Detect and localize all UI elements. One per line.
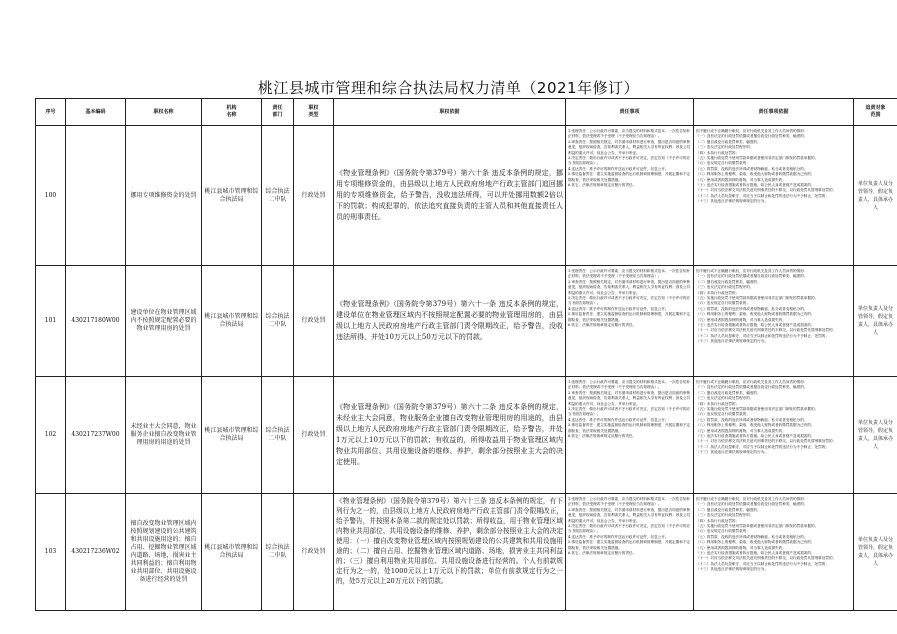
- duty-basis-item: （一）没有法定的行政处罚依据或者擅自改变行政处罚种类、幅度的；: [696, 274, 808, 279]
- cell-duties: [566, 494, 694, 611]
- duty-basis-item: （七）将罚款、没收的违法所得或者财物截留、私分或者变相私分的；: [696, 534, 808, 539]
- duty-basis-item: （一）没有法定的行政处罚依据或者擅自改变行政处罚种类、幅度的；: [696, 134, 808, 139]
- duty-basis-item: （七）将罚款、没收的违法所得或者财物截留、私分或者变相私分的；: [696, 166, 808, 171]
- duty-item: 4.送达责任：准予许可的制作并送达行政许可证件，信息公开。: [568, 417, 669, 422]
- duty-basis-item: （八）利用职务上的便利，索取、收受他人财物或者收缴罚款据为己有的；: [696, 312, 815, 317]
- duty-basis-item: （十三）其他违反法律法规规章规定的行为。: [696, 567, 768, 572]
- duty-basis-item: （八）利用职务上的便利，索取、收受他人财物或者收缴罚款据为己有的；: [696, 172, 815, 177]
- cell-accountability: 单位负责人及分管领导，假定负责人，具体承办人: [854, 377, 897, 494]
- duty-item: 2.审查责任：按照相关规定，对书面申请材料进行审查，提出是否同意的审核意见，组织现场检查，告知利害关系人，利益相关人享有听证权利；涉及公共利益的重大许可，向社会公告，并举行听证。: [568, 139, 691, 155]
- duty-basis-item: （六）违反规定自行收缴罚款的；: [696, 412, 750, 417]
- duty-basis-item: （五）实施行政处罚不使用罚款单据或者使用非法定部门制发的罚款单据的；: [696, 296, 819, 301]
- duty-basis-item: （八）利用职务上的便利，索取、收受他人财物或者收缴罚款据为己有的；: [696, 423, 815, 428]
- duty-basis-item: （三）违反法定的行政处罚程序的；: [696, 145, 754, 150]
- cell-seq: 102: [36, 377, 66, 494]
- duty-item: 3.决定责任：做出行政许可或者不予行政许可决定，法定告知（不予许可的应当书面告知理由）。: [568, 296, 691, 306]
- duty-item: 2.审查责任：按照相关规定，对书面申请材料进行审查，提出是否同意的审核意见，组织现场检查，告知利害关系人，利益相关人享有听证权利；涉及公共利益的重大许可，向社会公告，并举行听证。: [568, 390, 691, 406]
- cell-org: 桃江县城市管理和综合执法局: [202, 494, 262, 611]
- duty-item: 3.决定责任：做出行政许可或者不予行政许可决定，法定告知（不予许可的应当书面告知理由）。: [568, 524, 691, 534]
- duty-basis-item: （八）利用职务上的便利，索取、收受他人财物或者收缴罚款据为己有的；: [696, 540, 815, 545]
- duty-basis-item: （十一）对应当依法移交司法机关追究刑事责任的不移交，以行政处罚代替刑事处罚的；: [696, 439, 837, 444]
- duty-basis-item: 因不履行或不正确履行职权，应对行政机关及其工作人员问责的情形：: [696, 129, 808, 133]
- cell-name: 挪用专项维修资金的处罚: [126, 126, 202, 266]
- header-dept: 责任 部门: [262, 99, 294, 126]
- duty-item: 4.送达责任：准予许可的制作并送达行政许可证件，信息公开。: [568, 166, 669, 171]
- duty-basis-item: （四）未执行行政处罚的；: [696, 290, 740, 295]
- duty-basis-item: （九）使用或者损毁扣押的财物，对当事人造成损失的；: [696, 545, 786, 550]
- duty-basis-item: 因不履行或不正确履行职权，应对行政机关及其工作人员问责的情形：: [696, 497, 808, 501]
- header-org: 机构 名称: [202, 99, 262, 126]
- duty-item: 1.受理责任：公示行政许可要素、应当提交的材料和格式范本；一次性告知补正材料；依法受理或不予受理（不予受理应当告知理由）。: [568, 269, 691, 279]
- duty-item: 2.审查责任：按照相关规定，对书面申请材料进行审查，提出是否同意的审核意见，组织现场检查，告知利害关系人，利益相关人享有听证权利；涉及公共利益的重大许可，向社会公告，并举行听证。: [568, 279, 691, 295]
- duty-item: 6.其它：法律法规规章规定应履行的责任。: [568, 183, 637, 188]
- cell-accountability: 单位负责人及分管领导，假定负责人，具体承办人: [854, 494, 897, 611]
- cell-duties: [566, 266, 694, 377]
- duty-basis-item: （十二）执法人员玩忽职守，对应当予以制止和处罚的违法行为不予制止、处罚的；: [696, 561, 829, 566]
- cell-basis: 《物业管理条例》（国务院令第379号）第六十二条 违反本条例的规定，未经业主大会同意，物业服务企业擅自改变物业管理用房的用途的，由县级以上地方人民政府房地产行政主管部门责令限期改正，给予警告，并处1万元以上10万元以下的罚款；有收益的，所得收益用于物业管理区域内物业共用部位、共用设施设备的维修、养护，剩余部分按照业主大会的决定使用。: [334, 377, 566, 494]
- cell-type: 行政处罚: [294, 266, 334, 377]
- duty-item: 4.送达责任：准予许可的制作并送达行政许可证件，信息公开。: [568, 306, 669, 311]
- cell-name: 擅自改变物业管理区域内按照规划建设的公共建筑和共用设施用途的；擅自占用、挖掘物业管理区域内道路、场地，损害业主共同利益的；擅自利用物业共用部位、共用设施设备进行经营的处罚: [126, 494, 202, 611]
- duty-item: 5.事后监督责任：建立实施监督检查的运行机制和管理制度，开展定期和不定期检查，依法采取相关处置措施。: [568, 312, 691, 322]
- duty-item: 5.事后监督责任：建立实施监督检查的运行机制和管理制度，开展定期和不定期检查，依法采取相关处置措施。: [568, 423, 691, 433]
- duty-item: 5.事后监督责任：建立实施监督检查的运行机制和管理制度，开展定期和不定期检查，依法采取相关处置措施。: [568, 540, 691, 550]
- cell-duty-basis: [694, 494, 854, 611]
- duty-item: 3.决定责任：做出行政许可或者不予行政许可决定，法定告知（不予许可的应当书面告知理由）。: [568, 407, 691, 417]
- duty-item: 3.决定责任：做出行政许可或者不予行政许可决定，法定告知（不予许可的应当书面告知理由）。: [568, 156, 691, 166]
- duty-item: 6.其它：法律法规规章规定应履行的责任。: [568, 323, 637, 328]
- header-code: 基本编码: [66, 99, 126, 126]
- cell-dept: 综合执法二中队: [262, 494, 294, 611]
- cell-org: 桃江县城市管理和综合执法局: [202, 126, 262, 266]
- duty-basis-item: （六）违反规定自行收缴罚款的；: [696, 161, 750, 166]
- duty-item: 5.事后监督责任：建立实施监督检查的运行机制和管理制度，开展定期和不定期检查，依法采取相关处置措施。: [568, 172, 691, 182]
- duty-basis-item: （十一）对应当依法移交司法机关追究刑事责任的不移交，以行政处罚代替刑事处罚的；: [696, 328, 837, 333]
- duty-item: 1.受理责任：公示行政许可要素、应当提交的材料和格式范本；一次性告知补正材料；依法受理或不予受理（不予受理应当告知理由）。: [568, 380, 691, 390]
- header-accountability: 追责对象 范围: [854, 99, 897, 126]
- page-title: 桃江县城市管理和综合执法局权力清单（2021年修订）: [257, 79, 640, 97]
- header-type: 职权 类型: [294, 99, 334, 126]
- duty-basis-item: （一）没有法定的行政处罚依据或者擅自改变行政处罚种类、幅度的；: [696, 385, 808, 390]
- cell-dept: 综合执法二中队: [262, 377, 294, 494]
- cell-org: 桃江县城市管理和综合执法局: [202, 377, 262, 494]
- duty-basis-item: （十一）对应当依法移交司法机关追究刑事责任的不移交，以行政处罚代替刑事处罚的；: [696, 188, 837, 193]
- duty-basis-item: （一）没有法定的行政处罚依据或者擅自改变行政处罚种类、幅度的；: [696, 502, 808, 507]
- cell-dept: 综合执法二中队: [262, 126, 294, 266]
- duty-basis-item: （十）违法实行检查措施或者执行措施，给公民人身或者财产造成损害的；: [696, 323, 815, 328]
- duty-basis-item: （十）违法实行检查措施或者执行措施，给公民人身或者财产造成损害的；: [696, 434, 815, 439]
- table-row: [36, 494, 897, 611]
- cell-name: 建设单位在物业管理区域内不按照规定配置必要的物业管理用房的处罚: [126, 266, 202, 377]
- duty-basis-item: （十三）其他违反法律法规规章规定的行为。: [696, 339, 768, 344]
- cell-duty-basis: [694, 126, 854, 266]
- cell-org: 桃江县城市管理和综合执法局: [202, 266, 262, 377]
- duty-basis-item: （七）将罚款、没收的违法所得或者财物截留、私分或者变相私分的；: [696, 417, 808, 422]
- duty-basis-item: （二）擅自改变行政处罚种类、幅度的；: [696, 507, 761, 512]
- table-row: [36, 266, 897, 377]
- cell-duties: [566, 126, 694, 266]
- cell-type: 行政处罚: [294, 377, 334, 494]
- duty-basis-item: （十一）对应当依法移交司法机关追究刑事责任的不移交，以行政处罚代替刑事处罚的；: [696, 556, 837, 561]
- cell-duty-basis: [694, 377, 854, 494]
- duty-item: 1.受理责任：公示行政许可要素、应当提交的材料和格式范本；一次性告知补正材料；依法受理或不予受理（不予受理应当告知理由）。: [568, 129, 691, 139]
- duty-basis-item: （四）未执行行政处罚的；: [696, 401, 740, 406]
- table-row: [36, 126, 897, 266]
- header-duties: 责任事项: [566, 99, 694, 126]
- duty-basis-item: （三）违反法定的行政处罚程序的；: [696, 396, 754, 401]
- duty-basis-item: （十二）执法人员玩忽职守，对应当予以制止和处罚的违法行为不予制止、处罚的；: [696, 444, 829, 449]
- cell-basis: 《物业管理条例》（国务院令第379号）第六十一条 违反本条例的规定，建设单位在物业管理区域内不按照规定配置必要的物业管理用房的，由县级以上地方人民政府房地产行政主管部门责令限期改正，给予警告，没收违法所得，并处10万元以上50万元以下的罚款。: [334, 266, 566, 377]
- duty-basis-item: （二）擅自改变行政处罚种类、幅度的；: [696, 139, 761, 144]
- duty-basis-item: （六）违反规定自行收缴罚款的；: [696, 301, 750, 306]
- header-name: 职权名称: [126, 99, 202, 126]
- duty-basis-item: （十）违法实行检查措施或者执行措施，给公民人身或者财产造成损害的；: [696, 183, 815, 188]
- duty-basis-item: （五）实施行政处罚不使用罚款单据或者使用非法定部门制发的罚款单据的；: [696, 407, 819, 412]
- duty-basis-item: （二）擅自改变行政处罚种类、幅度的；: [696, 390, 761, 395]
- duty-item: 6.其它：法律法规规章规定应履行的责任。: [568, 551, 637, 556]
- cell-dept: 综合执法二中队: [262, 266, 294, 377]
- duty-basis-item: （四）未执行行政处罚的；: [696, 518, 740, 523]
- duty-basis-item: 因不履行或不正确履行职权，应对行政机关及其工作人员问责的情形：: [696, 269, 808, 273]
- cell-duties: [566, 377, 694, 494]
- duty-item: 4.送达责任：准予许可的制作并送达行政许可证件，信息公开。: [568, 534, 669, 539]
- duty-item: 6.其它：法律法规规章规定应履行的责任。: [568, 434, 637, 439]
- duty-basis-item: （三）违反法定的行政处罚程序的；: [696, 513, 754, 518]
- duty-basis-item: （十）违法实行检查措施或者执行措施，给公民人身或者财产造成损害的；: [696, 551, 815, 556]
- cell-accountability: 单位负责人及分管领导，假定负责人，具体承办人: [854, 126, 897, 266]
- duty-item: 2.审查责任：按照相关规定，对书面申请材料进行审查，提出是否同意的审核意见，组织现场检查，告知利害关系人，利益相关人享有听证权利；涉及公共利益的重大许可，向社会公告，并举行听证。: [568, 507, 691, 523]
- cell-accountability: 单位负责人及分管领导，假定负责人，具体承办人: [854, 266, 897, 377]
- duty-basis-item: （四）未执行行政处罚的；: [696, 150, 740, 155]
- cell-name: 未经业主大会同意，物业服务企业擅自改变物业管理用房的用途的处罚: [126, 377, 202, 494]
- cell-type: 行政处罚: [294, 126, 334, 266]
- cell-seq: 101: [36, 266, 66, 377]
- cell-seq: 100: [36, 126, 66, 266]
- duty-basis-item: （九）使用或者损毁扣押的财物，对当事人造成损失的；: [696, 428, 786, 433]
- header-basis: 职权依据: [334, 99, 566, 126]
- cell-code: [66, 126, 126, 266]
- cell-basis: 《物业管理条例》（国务院令第379号）第六十三条 违反本条例的规定，有下列行为之一的，由县级以上地方人民政府房地产行政主管部门责令限期改正，给予警告，并按照本条第二款的规定处以罚款；所得收益，用于物业管理区域内物业共用部位、共用设施设备的维修、养护，剩余部分按照业主大会的决定使用：（一）擅自改变物业管理区域内按照规划建设的公共建筑和共用设施用途的；（二）擅自占用、挖掘物业管理区域内道路、场地，损害业主共同利益的；（三）擅自利用物业共用部位、共用设施设备进行经营的。个人有前款规定行为之一的，处1000元以上1万元以下的罚款；单位有前款规定行为之一的，处5万元以上20万元以下的罚款。: [334, 494, 566, 611]
- duty-basis-item: （十二）执法人员玩忽职守，对应当予以制止和处罚的违法行为不予制止、处罚的；: [696, 193, 829, 198]
- cell-code: 430217180W00: [66, 266, 126, 377]
- duty-item: 1.受理责任：公示行政许可要素、应当提交的材料和格式范本；一次性告知补正材料；依法受理或不予受理（不予受理应当告知理由）。: [568, 497, 691, 507]
- table-row: [36, 377, 897, 494]
- header-seq: 序号: [36, 99, 66, 126]
- duty-basis-item: （六）违反规定自行收缴罚款的；: [696, 529, 750, 534]
- duty-basis-item: （二）擅自改变行政处罚种类、幅度的；: [696, 279, 761, 284]
- duty-basis-item: （七）将罚款、没收的违法所得或者财物截留、私分或者变相私分的；: [696, 306, 808, 311]
- duty-basis-item: （五）实施行政处罚不使用罚款单据或者使用非法定部门制发的罚款单据的；: [696, 524, 819, 529]
- cell-duty-basis: [694, 266, 854, 377]
- cell-basis: 《物业管理条例》（国务院令第379号）第六十条 违反本条例的规定，挪用专项维修资金的，由县级以上地方人民政府房地产行政主管部门追回挪用的专项维修资金，给予警告，没收违法所得，可以并处挪用数额2倍以下的罚款；构成犯罪的，依法追究直接负责的主管人员和其他直接责任人员的刑事责任。: [334, 126, 566, 266]
- table-header-row: [36, 99, 897, 126]
- duty-basis-item: （十二）执法人员玩忽职守，对应当予以制止和处罚的违法行为不予制止、处罚的；: [696, 333, 829, 338]
- cell-code: 430217236W02: [66, 494, 126, 611]
- duty-basis-item: （九）使用或者损毁扣押的财物，对当事人造成损失的；: [696, 317, 786, 322]
- duty-basis-item: （十三）其他违反法律法规规章规定的行为。: [696, 450, 768, 455]
- power-list-table: [35, 98, 897, 611]
- duty-basis-item: （三）违反法定的行政处罚程序的；: [696, 285, 754, 290]
- cell-seq: 103: [36, 494, 66, 611]
- duty-basis-item: （五）实施行政处罚不使用罚款单据或者使用非法定部门制发的罚款单据的；: [696, 156, 819, 161]
- duty-basis-item: （九）使用或者损毁扣押的财物，对当事人造成损失的；: [696, 177, 786, 182]
- cell-code: 430217237W00: [66, 377, 126, 494]
- duty-basis-item: 因不履行或不正确履行职权，应对行政机关及其工作人员问责的情形：: [696, 380, 808, 384]
- duty-basis-item: （十三）其他违反法律法规规章规定的行为。: [696, 199, 768, 204]
- cell-type: 行政处罚: [294, 494, 334, 611]
- header-duty-basis: 责任事项依据: [694, 99, 854, 126]
